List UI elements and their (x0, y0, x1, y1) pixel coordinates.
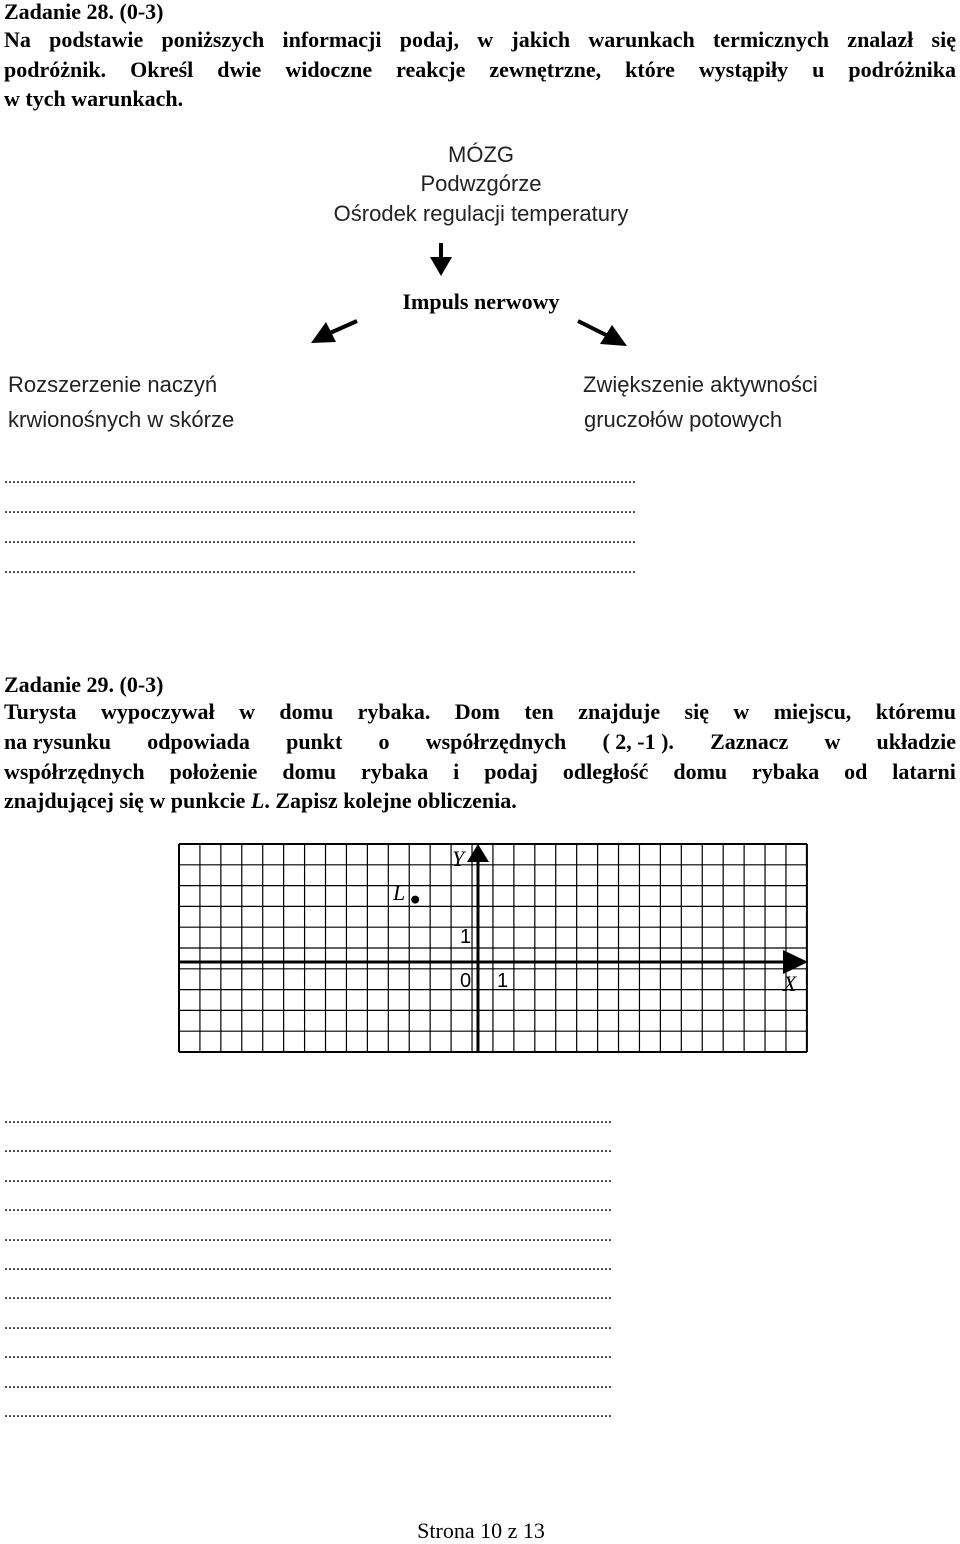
diagram-right-line2: gruczołów potowych (584, 407, 783, 432)
y-arrow-icon (467, 844, 489, 862)
arrow-down-icon (430, 243, 452, 276)
t29-w: rybaka (361, 759, 429, 784)
t29-w: współrzędnych (425, 729, 567, 754)
task29-line4 (4, 786, 517, 816)
task28-line1-text: Na podstawie poniższych informacji podaj, w jakich warunkach termicznych znalazł się (4, 27, 956, 52)
t29-w: o (378, 729, 390, 754)
t29-w: domu (673, 759, 728, 784)
task29-line1-text: Turysta wypoczywał w domu rybaka. Dom ten znajduje się w miejscu, któremu (4, 699, 956, 724)
task29-line3 (4, 759, 956, 785)
answer-line[interactable]: ........................................................................................................................................................ (4, 1315, 612, 1333)
t29-w: podaj (484, 759, 538, 784)
diagram-left-line1: Rozszerzenie naczyń (8, 372, 218, 397)
diagram-right-line1: Zwiększenie aktywności (583, 372, 818, 397)
y-axis-label: Y (452, 846, 465, 871)
t29-w: i (453, 759, 460, 784)
answer-line[interactable]: ........................................................................................................................................................ (4, 1286, 612, 1304)
t29-w: od (844, 759, 868, 784)
diagram-hypothalamus: Podwzgórze (420, 171, 542, 196)
t29-line4b: . Zapisz kolejne obliczenia. (264, 788, 517, 813)
answer-line[interactable]: .............................................................................................................................................................. (4, 560, 636, 577)
answer-line[interactable]: ........................................................................................................................................................ (4, 1110, 612, 1127)
answer-line[interactable]: .............................................................................................................................................................. (4, 470, 636, 487)
t29-w: w (824, 729, 841, 754)
t29-w: domu (282, 759, 337, 784)
answer-line[interactable]: ........................................................................................................................................................ (4, 1345, 612, 1363)
arrow-down-left-icon (311, 321, 357, 343)
task28-line3: w tych warunkach. (4, 86, 184, 111)
t29-w: rybaka (752, 759, 820, 784)
diagram-brain: MÓZG (448, 142, 514, 167)
task29-line2 (4, 729, 956, 755)
task28-title: Zadanie 28. (0-3) (4, 0, 164, 24)
answer-line[interactable]: ........................................................................................................................................................ (4, 1168, 612, 1186)
t29-w: punkt (286, 729, 343, 754)
point-l-marker (411, 896, 419, 904)
arrow-down-right-icon (578, 321, 627, 346)
x-axis-label: X (783, 971, 797, 996)
answer-line[interactable]: ........................................................................................................................................................ (4, 1257, 612, 1274)
task28-line2-text: podróżnik. Określ dwie widoczne reakcje zewnętrzne, które wystąpiły u podróżnika (4, 57, 956, 82)
point-l-label: L (393, 880, 406, 905)
t29-w: odległość (562, 759, 649, 784)
answer-line[interactable]: ........................................................................................................................................................ (4, 1404, 612, 1421)
t29-w: Zaznacz (710, 729, 789, 754)
t29-line4L: L (250, 788, 265, 813)
task29-title: Zadanie 29. (0-3) (4, 672, 164, 697)
t29-w: latarni (892, 759, 956, 784)
x-tick-label: 1 (497, 970, 509, 992)
y-tick-label: 1 (460, 926, 472, 948)
diagram-center: Ośrodek regulacji temperatury (333, 201, 629, 226)
answer-line[interactable]: .............................................................................................................................................................. (4, 500, 636, 517)
answer-line[interactable]: ........................................................................................................................................................ (4, 1198, 612, 1216)
t29-w: współrzędnych (4, 759, 145, 784)
t29-w: na rysunku (4, 729, 112, 754)
page-number: Strona 10 z 13 (417, 1518, 545, 1543)
t29-w: układzie (876, 729, 956, 754)
diagram-impulse: Impuls nerwowy (402, 289, 560, 314)
answer-line[interactable]: ........................................................................................................................................................ (4, 1374, 612, 1392)
task29-line1 (4, 699, 956, 725)
answer-line[interactable]: ........................................................................................................................................................ (4, 1227, 612, 1245)
answer-line[interactable]: ........................................................................................................................................................ (4, 1139, 612, 1157)
answer-line[interactable]: .............................................................................................................................................................. (4, 530, 636, 547)
diagram-left-line2: krwionośnych w skórze (8, 407, 235, 432)
t29-line4a: znajdującej się w punkcie (4, 788, 251, 813)
grid-lines (179, 844, 807, 1052)
origin-label: 0 (460, 970, 472, 992)
coordinate-grid[interactable] (0, 830, 960, 1070)
t29-w: położenie (169, 759, 258, 784)
t29-w: ( 2, -1 ). (602, 729, 674, 754)
t29-w: odpowiada (147, 729, 250, 754)
